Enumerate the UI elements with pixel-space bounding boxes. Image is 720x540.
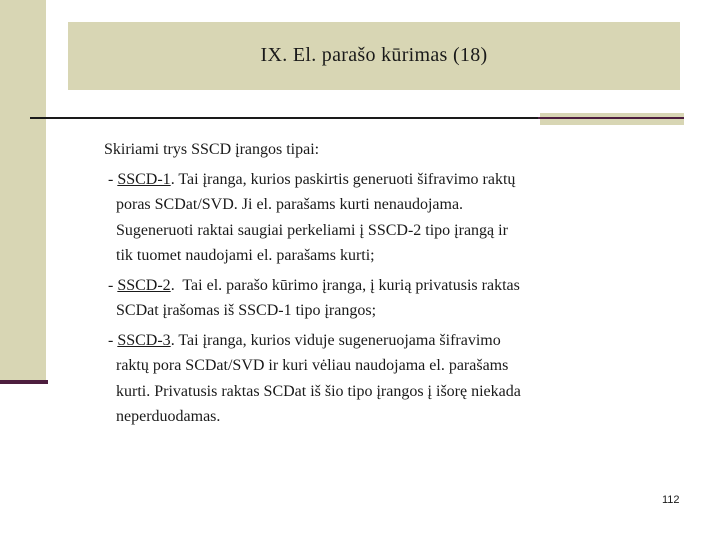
title-rule (30, 117, 538, 119)
item-line: raktų pora SCDat/SVD ir kuri vėliau naudojama el. parašams (116, 357, 509, 374)
item-prefix: - (104, 331, 118, 349)
slide-title: IX. El. parašo kūrimas (18) (260, 44, 488, 66)
item-line: Sugeneruoti raktai saugiai perkeliami į SSCD-2 tipo įrangą ir (116, 221, 508, 239)
item-prefix: - (104, 170, 118, 188)
item-line: neperduodamas. (116, 408, 221, 425)
list-item-sscd-3 (104, 328, 664, 430)
item-first-rest: . Tai įranga, kurios viduje sugeneruojama šifravimo (170, 331, 501, 349)
item-term: SSCD-2 (117, 276, 171, 294)
item-line: poras SCDat/SVD. Ji el. parašams kurti nenaudojama. (116, 196, 464, 213)
intro-text: Skiriami trys SSCD įrangos tipai: (104, 141, 320, 158)
right-decor-line (538, 117, 684, 119)
list-item-sscd-2 (104, 273, 664, 324)
item-line: SCDat įrašomas iš SSCD-1 tipo įrangos; (116, 302, 377, 319)
item-first-line (104, 167, 664, 193)
item-first-rest: . Tai el. parašo kūrimo įranga, į kurią privatusis raktas (170, 276, 520, 294)
title-box (68, 22, 680, 90)
left-decor-bar (0, 0, 46, 382)
left-decor-line (0, 380, 48, 384)
item-line: tik tuomet naudojami el. parašams kurti; (116, 247, 375, 264)
item-first-rest: . Tai įranga, kurios paskirtis generuoti šifravimo raktų (170, 170, 516, 188)
item-line: kurti. Privatusis raktas SCDat iš šio tipo įrangos į išorę niekada (116, 382, 521, 400)
item-term: SSCD-3 (117, 331, 171, 349)
right-decor-block (540, 113, 684, 125)
list-item-sscd-1 (104, 167, 664, 269)
item-prefix: - (104, 276, 118, 294)
item-first-line (104, 328, 664, 354)
slide-body (104, 137, 664, 430)
page-number: 112 (662, 494, 680, 506)
item-term: SSCD-1 (117, 170, 171, 188)
item-first-line (104, 273, 664, 299)
